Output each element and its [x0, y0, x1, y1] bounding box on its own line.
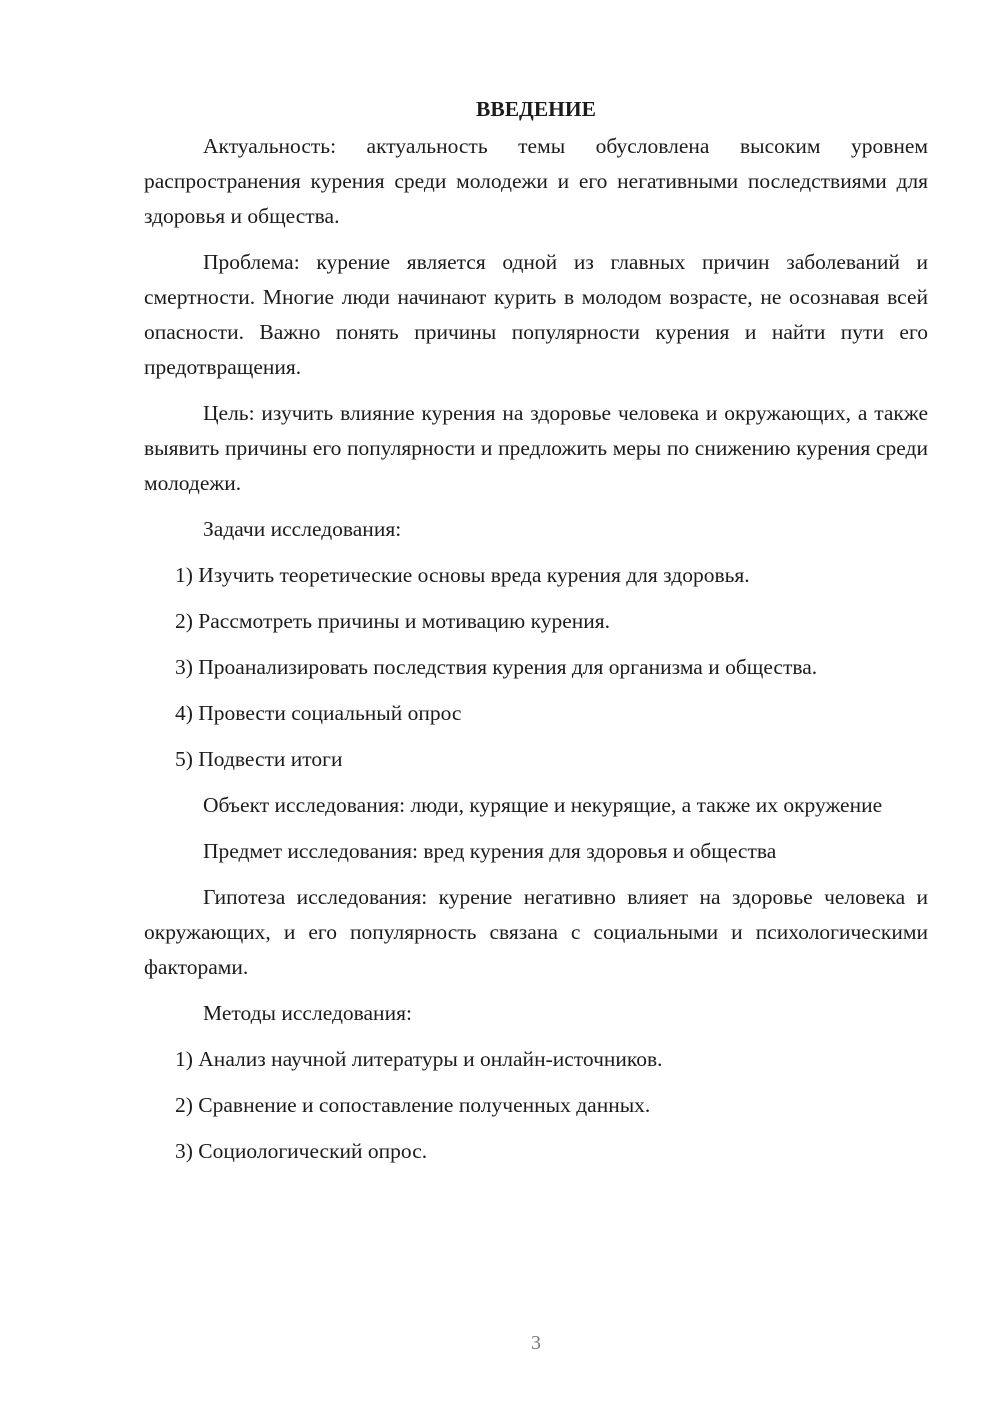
tasks-heading: Задачи исследования: — [203, 517, 402, 541]
task-item: 4) Провести социальный опрос — [175, 701, 462, 725]
method-item: 2) Сравнение и сопоставление полученных данных. — [175, 1093, 651, 1117]
task-item: 2) Рассмотреть причины и мотивацию курения. — [175, 609, 611, 633]
object-paragraph: Объект исследования: люди, курящие и некурящие, а также их окружение — [203, 793, 883, 817]
task-item: 1) Изучить теоретические основы вреда курения для здоровья. — [175, 563, 750, 587]
problem-paragraph: Проблема: курение является одной из главных причин заболеваний и смертности. Многие люди начинают курить в молодом возрасте, не осознавая всей опасности. Важно понять причины популярности курения и найти пути его предотвращения. — [144, 250, 928, 379]
methods-heading: Методы исследования: — [203, 1001, 412, 1025]
methods-list — [144, 1042, 928, 1169]
method-item: 3) Социологический опрос. — [175, 1139, 428, 1163]
goal-paragraph: Цель: изучить влияние курения на здоровье человека и окружающих, а также выявить причины его популярности и предложить меры по снижению курения среди молодежи. — [144, 401, 928, 495]
document-body — [144, 92, 928, 1180]
section-title: ВВЕДЕНИЕ — [476, 97, 596, 121]
tasks-list — [144, 558, 928, 777]
task-item: 3) Проанализировать последствия курения для организма и общества. — [175, 655, 818, 679]
hypothesis-paragraph: Гипотеза исследования: курение негативно влияет на здоровье человека и окружающих, и его популярность связана с социальными и психологическими факторами. — [144, 885, 928, 979]
task-item: 5) Подвести итоги — [175, 747, 343, 771]
actuality-paragraph: Актуальность: актуальность темы обусловлена высоким уровнем распространения курения среди молодежи и его негативными последствиями для здоровья и общества. — [144, 134, 928, 228]
subject-paragraph: Предмет исследования: вред курения для здоровья и общества — [203, 839, 777, 863]
method-item: 1) Анализ научной литературы и онлайн-источников. — [175, 1047, 663, 1071]
page-number: 3 — [531, 1332, 541, 1354]
